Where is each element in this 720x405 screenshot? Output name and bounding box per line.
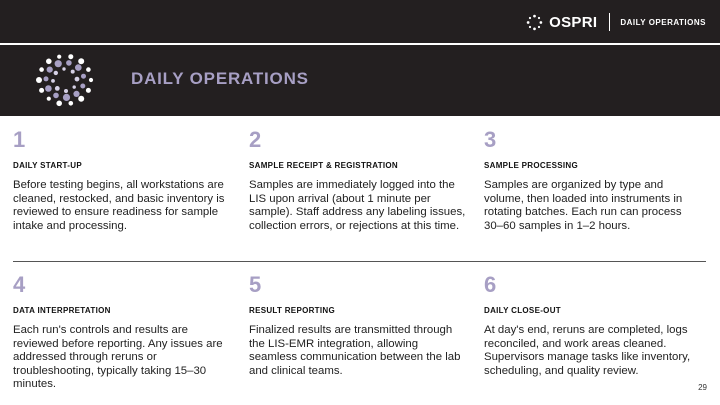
step-number: 5	[249, 272, 262, 297]
brand-name: OSPRI	[549, 13, 598, 31]
step-card-5	[249, 273, 467, 378]
logo-dot	[57, 55, 61, 59]
logo-dot	[55, 86, 60, 91]
step-card-6	[484, 273, 702, 378]
step-body: Before testing begins, all workstations are cleaned, restocked, and basic inventory is reviewed to ensure readiness for sample intake and processing.	[13, 179, 225, 232]
header-band	[0, 45, 720, 116]
logo-dot	[51, 79, 55, 83]
logo-dot	[80, 84, 85, 89]
logo-dot	[68, 54, 73, 59]
logo-dot	[63, 94, 70, 101]
logo-dot	[54, 71, 58, 75]
logo-dot	[75, 64, 82, 71]
step-body: Samples are immediately logged into the LIS upon arrival (about 1 minute per sample). Staff address any labeling issues, collection errors, or rejections at this time.	[249, 179, 466, 232]
logo-dot	[47, 67, 53, 73]
logo-dot	[66, 60, 72, 66]
logo-dot	[89, 78, 93, 82]
ospri-logo-icon	[526, 14, 543, 31]
step-card-3	[484, 128, 702, 233]
brand-separator	[609, 13, 610, 31]
step-number: 1	[13, 127, 26, 152]
logo-dot	[73, 85, 76, 88]
logo-dot	[86, 88, 91, 93]
logo-dot	[46, 59, 52, 65]
logo-dot	[39, 67, 44, 72]
step-title: DAILY START-UP	[13, 161, 82, 170]
logo-dot	[81, 74, 86, 79]
step-body: Each run's controls and results are reviewed before reporting. Any issues are addressed through reruns or troubleshooting, typically taking 15–30 minutes.	[13, 324, 223, 390]
logo-dot	[39, 88, 44, 93]
step-title: DAILY CLOSE-OUT	[484, 306, 561, 315]
logo-dot	[45, 85, 52, 92]
top-bar	[0, 0, 720, 43]
logo-dot	[56, 101, 62, 107]
logo-dot	[71, 70, 75, 74]
step-body: At day's end, reruns are completed, logs reconciled, and work areas cleaned. Supervisors manage tasks like inventory, scheduling, and quality review.	[484, 324, 691, 377]
logo-dot	[62, 67, 65, 70]
logo-dot	[73, 91, 79, 97]
step-title: SAMPLE RECEIPT & REGISTRATION	[249, 161, 399, 170]
step-number: 6	[484, 272, 497, 297]
step-number: 4	[13, 272, 26, 297]
logo-dot	[75, 77, 80, 82]
step-title: DATA INTERPRETATION	[13, 306, 111, 315]
brand	[526, 13, 706, 31]
logo-dot	[69, 101, 74, 106]
step-number: 2	[249, 127, 262, 152]
logo-dot	[36, 77, 42, 83]
step-number: 3	[484, 127, 497, 152]
section-label: DAILY OPERATIONS	[620, 17, 706, 27]
logo-dot	[78, 96, 84, 102]
step-card-1	[13, 128, 231, 233]
step-title: RESULT REPORTING	[249, 306, 335, 315]
logo-dot	[86, 67, 91, 72]
page-number: 29	[698, 383, 707, 392]
logo-dot	[55, 60, 62, 67]
step-body: Samples are organized by type and volume, then loaded into instruments in rotating batches. Each run can process 30–60 samples in 1–2 hours.	[484, 179, 683, 232]
logo-dot	[64, 89, 68, 93]
ospri-dots-logo-icon	[30, 48, 100, 112]
step-card-4	[13, 273, 231, 392]
logo-dot	[47, 97, 51, 101]
logo-dot	[44, 76, 49, 81]
section-divider	[13, 261, 706, 262]
page-title: DAILY OPERATIONS	[131, 69, 309, 88]
step-card-2	[249, 128, 467, 233]
step-body: Finalized results are transmitted through the LIS-EMR integration, allowing seamless communication between the lab and clinical teams.	[249, 324, 461, 377]
step-title: SAMPLE PROCESSING	[484, 161, 579, 170]
logo-dot	[53, 93, 59, 99]
logo-dot	[78, 58, 84, 64]
